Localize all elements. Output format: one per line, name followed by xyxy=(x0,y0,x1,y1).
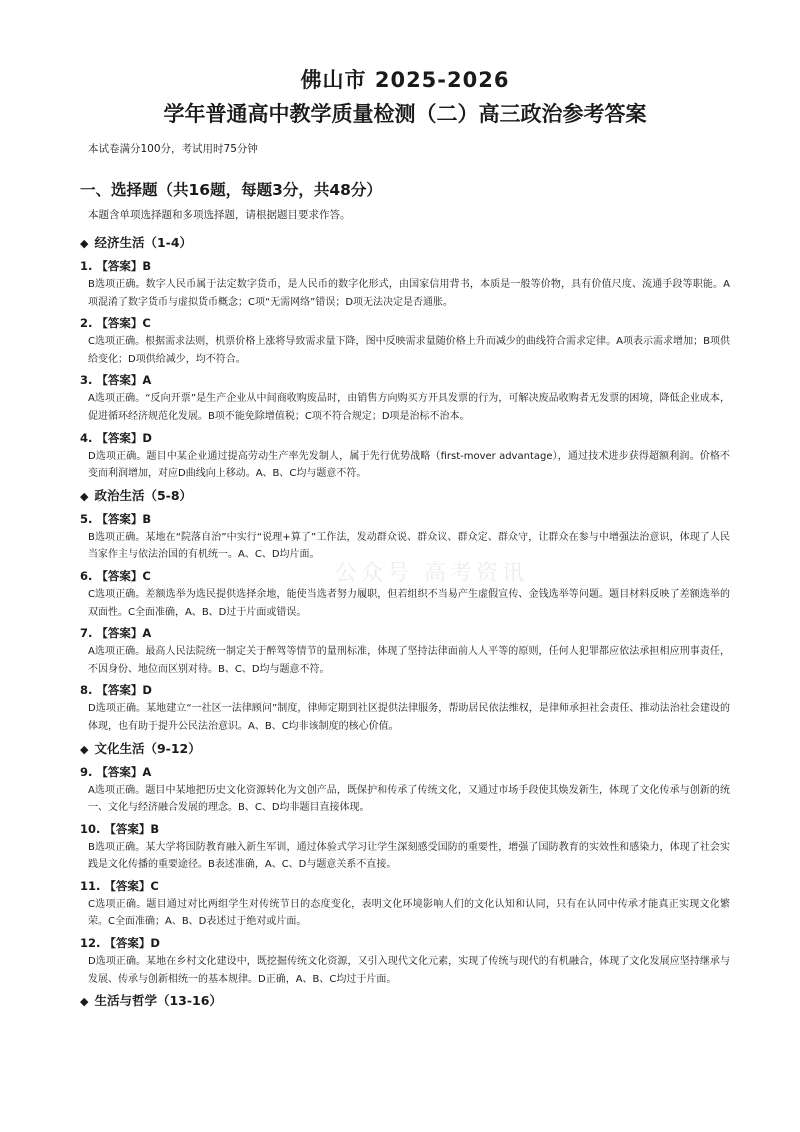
answer-label: 3. 【答案】A xyxy=(80,373,152,388)
answer-label: 1. 【答案】B xyxy=(80,259,152,273)
question-item xyxy=(80,511,730,564)
question-item xyxy=(80,764,730,817)
question-item xyxy=(80,625,730,678)
subsection-philosophy xyxy=(80,992,730,1010)
question-item xyxy=(80,315,730,368)
question-item xyxy=(80,258,730,311)
question-item xyxy=(80,430,730,483)
document-title-line2: 学年普通高中教学质量检测（二）高三政治参考答案 xyxy=(163,102,647,126)
answer-explanation: C选项正确。题目通过对比两组学生对传统节日的态度变化，表明文化环境影响人们的文化认知和认同，只有在认同中传承才能真正实现文化繁荣。C全面准确；A、B、D表述过于绝对或片面。 xyxy=(88,898,730,928)
question-item xyxy=(80,878,730,931)
answer-label: 4. 【答案】D xyxy=(80,430,152,445)
subsection-economics xyxy=(80,234,730,483)
diamond-bullet-icon: ◆ xyxy=(80,995,89,1009)
answer-label: 8. 【答案】D xyxy=(80,683,152,698)
subsection-heading: ◆ 文化生活（9-12） xyxy=(80,740,201,756)
section-note: 本题含单项选择题和多项选择题，请根据题目要求作答。 xyxy=(88,209,351,221)
question-item xyxy=(80,568,730,621)
subsection-culture xyxy=(80,740,730,989)
answer-explanation: B选项正确。某地在“院落自治”中实行“说理+算了”工作法，发动群众说、群众议、群众定、群众守，让群众在参与中增强法治意识，体现了人民当家作主与依法治国的有机统一。A、C、D均片面。 xyxy=(88,531,730,561)
subsection-heading: ◆ 政治生活（5-8） xyxy=(80,487,193,503)
answer-explanation: A选项正确。最高人民法院统一制定关于醉驾等情节的量刑标准，体现了坚持法律面前人人平等的原则，任何人犯罪都应依法承担相应刑事责任，不因身份、地位而区别对待。B、C、D均与题意不符。 xyxy=(88,646,730,675)
answer-explanation: D选项正确。题目中某企业通过提高劳动生产率先发制人，属于先行优势战略（first-mover advantage），通过技术进步获得超额利润。价格不变而利润增加，对应D曲线向上移动。A、B、C均与题意不符。 xyxy=(88,450,730,480)
answer-explanation: B选项正确。数字人民币属于法定数字货币，是人民币的数字化形式，由国家信用背书，本质是一般等价物，具有价值尺度、流通手段等职能。A项混淆了数字货币与虚拟货币概念；C项“无需网络”错误；D项无法决定是否通胀。 xyxy=(88,279,730,308)
answer-explanation: C选项正确。根据需求法则，机票价格上涨将导致需求量下降，图中反映需求量随价格上升而减少的曲线符合需求定律。A项表示需求增加；B项供给变化；D项供给减少，均不符合。 xyxy=(88,336,730,365)
diamond-bullet-icon: ◆ xyxy=(80,489,89,503)
question-item xyxy=(80,935,730,988)
answer-label: 5. 【答案】B xyxy=(80,511,152,526)
answer-label: 9. 【答案】A xyxy=(80,764,152,779)
answer-explanation: B选项正确。某大学将国防教育融入新生军训，通过体验式学习让学生深刻感受国防的重要性，增强了国防教育的实效性和感染力，体现了社会实践是文化传播的重要途径。B表述准确，A、C、D与题意关系不直接。 xyxy=(88,841,730,871)
answer-label: 11. 【答案】C xyxy=(80,878,159,893)
answer-label: 12. 【答案】D xyxy=(80,936,160,951)
answer-label: 2. 【答案】C xyxy=(80,316,151,331)
answer-explanation: A选项正确。“反向开票”是生产企业从中间商收购废品时，由销售方向购买方开具发票的行为，可解决废品收购者无发票的困境，降低企业成本，促进循环经济规范化发展。B项不能免除增值税；C项不符合规定；D项是治标不治本。 xyxy=(88,393,730,422)
answer-explanation: C选项正确。差额选举为选民提供选择余地，能使当选者努力履职，但若组织不当易产生虚假宣传、金钱选举等问题。题目材料反映了差额选举的双面性。C全面准确，A、B、D过于片面或错误。 xyxy=(88,588,730,618)
subsection-politics xyxy=(80,487,730,736)
diamond-bullet-icon: ◆ xyxy=(80,237,89,250)
answer-label: 7. 【答案】A xyxy=(80,626,152,641)
answer-explanation: D选项正确。某地在乡村文化建设中，既挖掘传统文化资源，又引入现代文化元素，实现了传统与现代的有机融合，体现了文化发展应坚持继承与发展、传承与创新相统一的基本规律。D正确，A、B、C均过于片面。 xyxy=(88,956,730,985)
section-title: 一、选择题（共16题，每题3分，共48分） xyxy=(80,181,382,199)
answer-label: 6. 【答案】C xyxy=(80,568,151,583)
answer-explanation: A选项正确。题目中某地把历史文化资源转化为文创产品，既保护和传承了传统文化，又通过市场手段使其焕发新生，体现了文化传承与创新的统一、文化与经济融合发展的理念。B、C、D均非题目直接体现。 xyxy=(88,784,730,814)
question-item xyxy=(80,821,730,874)
question-item xyxy=(80,682,730,735)
subsection-heading: ◆ 生活与哲学（13-16） xyxy=(80,993,222,1009)
document-title-line1: 佛山市 2025-2026 xyxy=(300,68,510,92)
watermark-text: 公众号 高考资讯 xyxy=(335,561,528,586)
subsection-heading: ◆ 经济生活（1-4） xyxy=(80,235,193,250)
exam-meta: 本试卷满分100分，考试用时75分钟 xyxy=(88,143,258,155)
question-item xyxy=(80,372,730,425)
answer-explanation: D选项正确。某地建立“一社区一法律顾问”制度，律师定期到社区提供法律服务，帮助居民依法维权，是律师承担社会责任、推动法治社会建设的体现，也有助于提升公民法治意识。A、B、C均非该制度的核心价值。 xyxy=(88,703,730,732)
answer-label: 10. 【答案】B xyxy=(80,821,160,836)
diamond-bullet-icon: ◆ xyxy=(80,742,89,756)
